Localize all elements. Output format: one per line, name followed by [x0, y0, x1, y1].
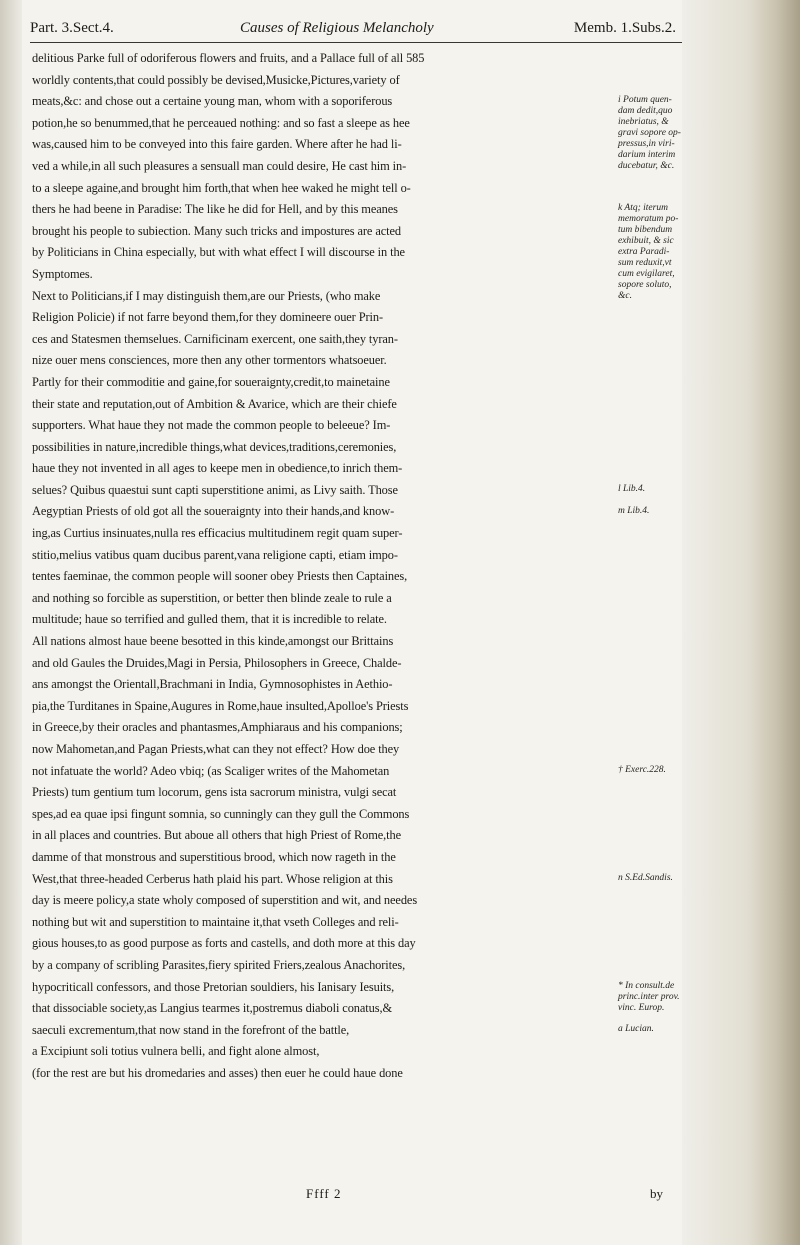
text-line: ved a while,in all such pleasures a sensuall man could desire, He cast him in- — [32, 158, 407, 173]
text-line: Religion Policie) if not farre beyond them,for they domineere ouer Prin- — [32, 310, 383, 325]
text-line: worldly contents,that could possibly be devised,Musicke,Pictures,variety of — [32, 72, 400, 87]
text-line: gious houses,to as good purpose as forts and castells, and doth more at this day — [32, 936, 416, 951]
text-line: selues? Quibus quaestui sunt capti superstitione animi, as Livy saith. Those — [32, 482, 398, 497]
text-line: in Greece,by their oracles and phantasmes,Amphiaraus and his companions; — [32, 720, 403, 735]
text-line: to a sleepe againe,and brought him forth,that when hee waked he might tell o- — [32, 180, 411, 195]
text-line: a Excipiunt soli totius vulnera belli, and fight alone almost, — [32, 1044, 320, 1059]
running-head-member: Memb. 1.Subs.2. — [573, 20, 676, 36]
text-line: and nothing so forcible as superstition, or better then blinde zeale to rule a — [32, 590, 392, 605]
text-line: Next to Politicians,if I may distinguish them,are our Priests, (who make — [32, 288, 381, 303]
text-line: by Politicians in China especially, but with what effect I will discourse in the — [32, 245, 405, 260]
text-line: saeculi excrementum,that now stand in the forefront of the battle, — [32, 1022, 350, 1037]
text-line: was,caused him to be conveyed into this faire garden. Where after he had li- — [32, 137, 402, 152]
text-line: damme of that monstrous and superstitious brood, which now rageth in the — [32, 849, 396, 864]
text-line: delitious Parke full of odoriferous flowers and fruits, and a Pallace full of all 585 — [32, 51, 425, 65]
text-line: West,that three-headed Cerberus hath plaid his part. Whose religion at this — [32, 871, 393, 886]
text-line: in all places and countries. But aboue all others that high Priest of Rome,the — [32, 828, 401, 843]
text-line: Aegyptian Priests of old got all the soueraignty into their hands,and know- — [32, 504, 395, 519]
text-line: ces and Statesmen themselues. Carnificinam exercent, one saith,they tyran- — [32, 331, 398, 346]
text-line: Priests) tum gentium tum locorum, gens ista sacrorum ministra, vulgi secat — [32, 785, 397, 800]
text-line: pia,the Turditanes in Spaine,Augures in Rome,haue insulted,Apolloe's Priests — [32, 698, 409, 713]
text-line: by a company of scribling Parasites,fiery spirited Friers,zealous Anachorites, — [32, 957, 406, 972]
margin-note: i Potum quen- dam dedit,quo inebriatus, & gravi sopore op- pressus,in viri- darium interim ducebatur, &c. — [618, 95, 681, 172]
text-line: multitude; haue so terrified and gulled them, that it is incredible to relate. — [32, 612, 387, 627]
margin-note: † Exerc.228. — [618, 764, 666, 775]
text-line: All nations almost haue beene besotted in this kinde,amongst our Brittains — [32, 634, 394, 649]
text-line: nize ouer mens consciences, more then any other tormentors whatsoeuer. — [32, 353, 387, 368]
text-line: supporters. What haue they not made the common people to beleeue? Im- — [32, 418, 391, 433]
text-line: ans amongst the Orientall,Brachmani in India, Gymnosophistes in Aethio- — [32, 677, 393, 692]
running-head-title: Causes of Religious Melancholy — [240, 20, 434, 36]
margin-note: l Lib.4. — [618, 484, 646, 494]
text-line: (for the rest are but his dromedaries and asses) then euer he could haue done — [32, 1065, 403, 1080]
header-rule — [30, 42, 682, 43]
text-line: spes,ad ea quae ipsi fingunt somnia, so cunningly can they gull the Commons — [32, 806, 410, 821]
text-line: that dissociable society,as Langius tearmes it,postremus diaboli conatus,& — [32, 1001, 392, 1016]
text-line: not infatuate the world? Adeo vbiq; (as Scaliger writes of the Mahometan — [32, 763, 390, 778]
text-line: their state and reputation,out of Ambition & Avarice, which are their chiefe — [32, 396, 397, 411]
margin-note: * In consult.de princ.inter prov. vinc. Europ. — [618, 980, 680, 1013]
page-gutter — [0, 0, 22, 1245]
text-line: day is meere policy,a state wholy composed of superstition and wit, and needes — [32, 893, 418, 908]
text-line: meats,&c: and chose out a certaine young man, whom with a soporiferous — [32, 94, 393, 109]
margin-note: a Lucian. — [618, 1024, 654, 1034]
text-line: possibilities in nature,incredible things,what devices,traditions,ceremonies, — [32, 439, 397, 454]
text-line: stitio,melius vatibus quam ducibus parent,vana religione capti, etiam impo- — [32, 547, 398, 562]
catchword: by — [650, 1186, 663, 1201]
text-line: nothing but wit and superstition to maintaine it,that vseth Colleges and reli- — [32, 914, 399, 929]
text-line: Partly for their commoditie and gaine,for soueraignty,credit,to mainetaine — [32, 374, 390, 389]
margin-note: k Atq; iterum memoratum po- tum bibendum exhibuit, & sic extra Paradi- sum reduxit,vt cum evigilaret, sopore soluto, &c. — [618, 203, 679, 302]
text-line: now Mahometan,and Pagan Priests,what can they not effect? How doe they — [32, 742, 400, 756]
text-line: haue they not invented in all ages to keepe men in obedience,to inrich them- — [32, 461, 403, 476]
running-head — [30, 18, 682, 40]
body-text — [32, 48, 610, 1085]
margin-note: m Lib.4. — [618, 505, 650, 516]
signature-mark: Ffff 2 — [306, 1186, 342, 1201]
text-line: and old Gaules the Druides,Magi in Persia, Philosophers in Greece, Chalde- — [32, 655, 402, 670]
running-head-part: Part. 3.Sect.4. — [30, 20, 114, 36]
page-edge-shadow — [682, 0, 800, 1245]
text-line: brought his people to subiection. Many such tricks and impostures are acted — [32, 223, 401, 238]
text-line: Symptomes. — [32, 266, 93, 281]
text-line: hypocriticall confessors, and those Pretorian souldiers, his Ianisary Iesuits, — [32, 979, 395, 994]
book-page — [30, 18, 682, 1218]
margin-note: n S.Ed.Sandis. — [618, 872, 673, 883]
text-line: thers he had beene in Paradise: The like he did for Hell, and by this meanes — [32, 202, 398, 217]
text-line: ing,as Curtius insinuates,nulla res efficacius multitudinem regit quam super- — [32, 526, 403, 541]
text-line: tentes faeminae, the common people will sooner obey Priests then Captaines, — [32, 569, 408, 584]
text-line: potion,he so benummed,that he perceaued nothing: and so fast a sleepe as hee — [32, 115, 410, 130]
